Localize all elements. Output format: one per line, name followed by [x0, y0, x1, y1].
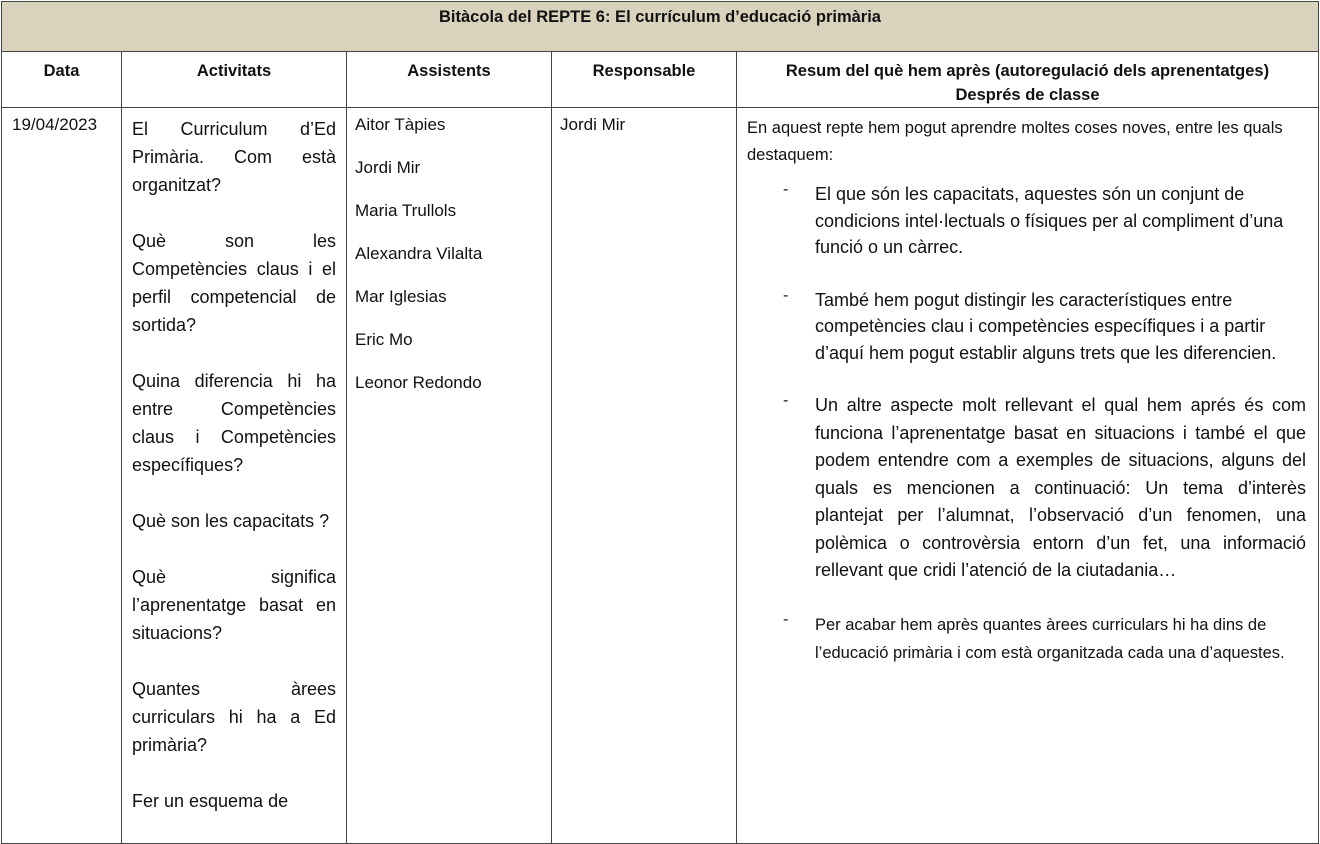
bullet-dash: -: [783, 392, 789, 409]
summary-point-text: El que són les capacitats, aquestes són un conjunt de condicions intel·lectuals o físiques per al compliment d’una funció o un càrrec.: [815, 184, 1284, 257]
activity-item: Què son les capacitats ?: [132, 511, 330, 531]
summary-intro: En aquest repte hem pogut aprendre moltes coses noves, entre les quals destaquem:: [747, 119, 1283, 164]
attendees-cell: [347, 108, 552, 844]
attendee-name: Mar Iglesias: [355, 287, 447, 306]
bullet-dash: -: [783, 286, 789, 304]
log-table: [1, 1, 1319, 844]
attendee-name: Jordi Mir: [355, 158, 421, 177]
activity-item: El Curriculum d’Ed Primària. Com està organitzat?: [132, 119, 336, 195]
summary-point: [747, 287, 1306, 367]
attendee-name: Maria Trullols: [355, 201, 457, 220]
header-row: [2, 52, 1319, 108]
activity-item: Fer un esquema de: [132, 791, 289, 811]
table-row: [2, 108, 1319, 844]
activity-item: Quina diferencia hi ha entre Competències claus i Competències específiques?: [132, 371, 336, 475]
summary-point: [747, 611, 1306, 667]
activities-cell: [122, 108, 347, 844]
table-title: Bitàcola del REPTE 6: El currículum d’educació primària: [2, 2, 1319, 52]
header-summary-line2: Després de classe: [955, 86, 1100, 104]
header-activities: Activitats: [122, 52, 347, 108]
header-summary: [737, 52, 1319, 108]
header-responsible: Responsable: [552, 52, 737, 108]
summary-point-text: Per acabar hem après quantes àrees curriculars hi ha dins de l’educació primària i com està organitzada cada una d’aquestes.: [815, 615, 1285, 662]
summary-list: [747, 181, 1306, 667]
attendee-name: Aitor Tàpies: [355, 115, 446, 134]
date-cell: 19/04/2023: [2, 108, 122, 844]
attendee-name: Leonor Redondo: [355, 373, 482, 392]
summary-point: [747, 392, 1306, 585]
responsible-cell: Jordi Mir: [552, 108, 737, 844]
attendee-name: Eric Mo: [355, 330, 413, 349]
activity-item: Què son les Competències claus i el perfil competencial de sortida?: [132, 231, 336, 335]
header-attendees: Assistents: [347, 52, 552, 108]
summary-point: [747, 181, 1306, 261]
activity-item: Què significa l’aprenentatge basat en situacions?: [132, 567, 336, 643]
summary-point-text: Un altre aspecte molt rellevant el qual hem aprés és com funciona l’aprenentatge basat en situacions i també el que podem entendre com a exemples de situacions, alguns del quals es mencionen a continuació: Un tema d’interès plantejat per l’alumnat, l’observació d’un fenomen, una polèmica o controvèrsia entorn d’un fet, una informació rellevant que cridi l’atenció de la ciutadania…: [815, 395, 1306, 580]
title-row: [2, 2, 1319, 52]
attendee-name: Alexandra Vilalta: [355, 244, 483, 263]
bullet-dash: -: [783, 610, 789, 628]
summary-cell: [737, 108, 1319, 844]
header-summary-line1: Resum del què hem après (autoregulació dels aprenentatges): [785, 62, 1270, 80]
summary-point-text: També hem pogut distingir les característiques entre competències clau i competències específiques i a partir d’aquí hem pogut establir alguns trets que les diferencien.: [815, 289, 1277, 363]
header-date: Data: [2, 52, 122, 108]
attendees-list: [355, 114, 551, 415]
bullet-dash: -: [783, 181, 789, 198]
activity-item: Quantes àrees curriculars hi ha a Ed primària?: [132, 679, 336, 755]
